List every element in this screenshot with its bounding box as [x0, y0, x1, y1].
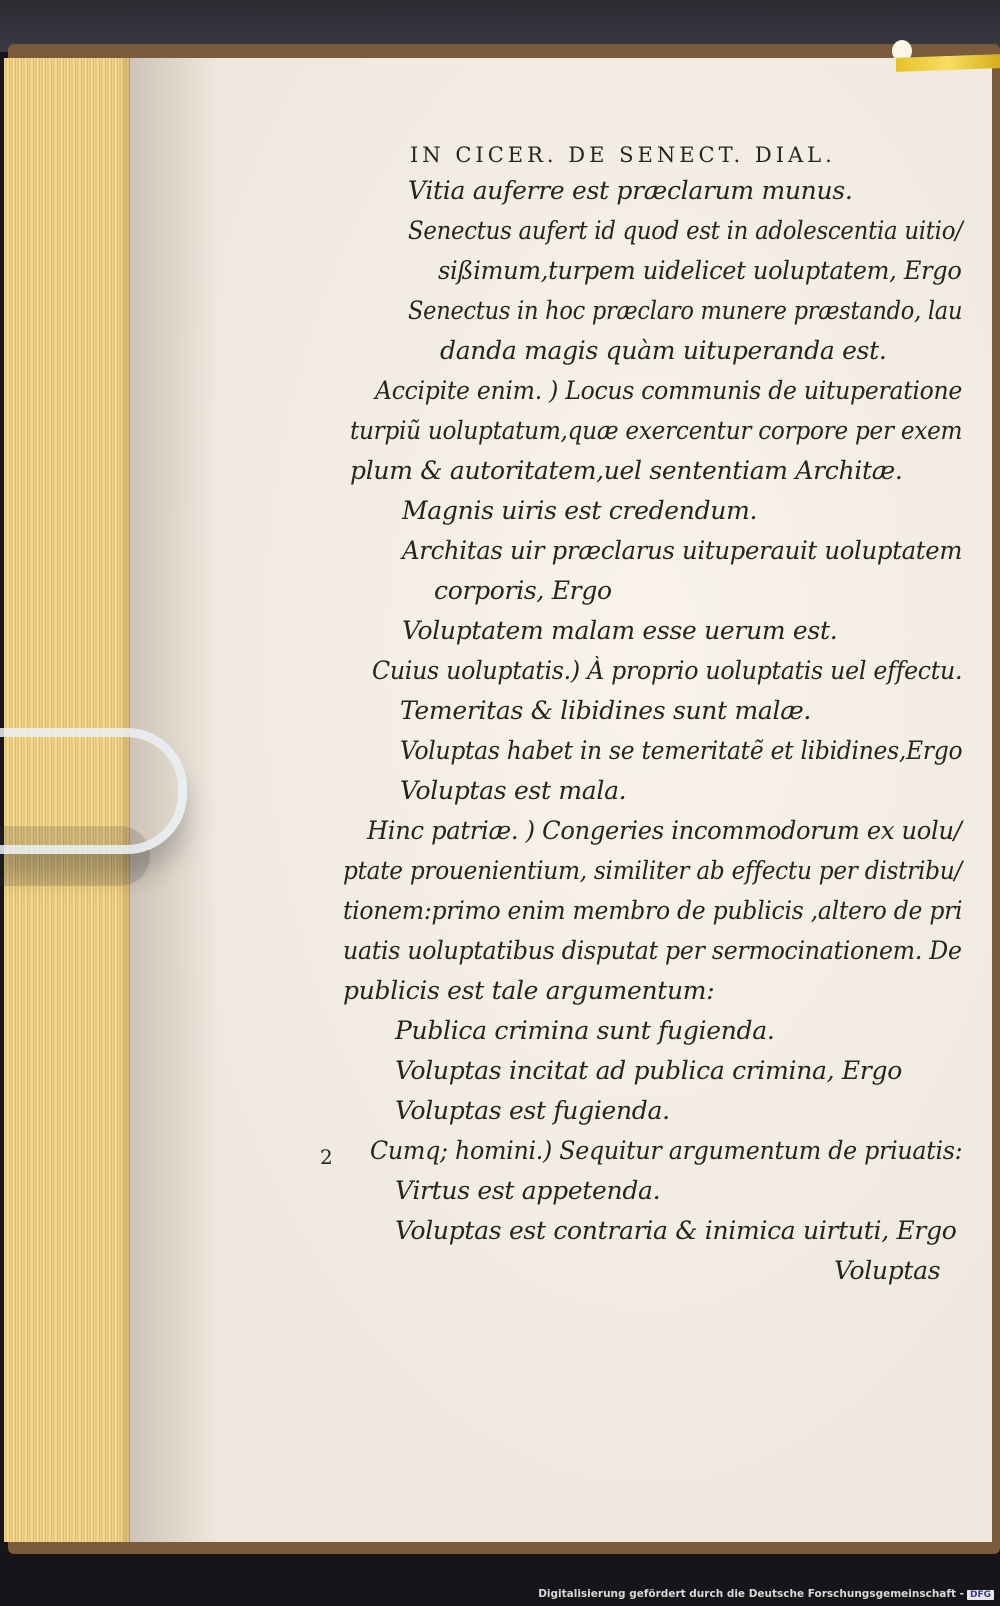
- text-line: publicis est tale argumentum:: [343, 976, 715, 1005]
- text-line: Virtus est appetenda.: [395, 1176, 661, 1205]
- text-line: Voluptas est fugienda.: [395, 1096, 670, 1125]
- dfg-logo: DFG: [967, 1590, 994, 1600]
- text-line: Voluptas est mala.: [400, 776, 627, 805]
- text-line: uatis uoluptatibus disputat per sermocinationem. De: [343, 936, 962, 965]
- margin-note: 2: [320, 1145, 333, 1169]
- text-line: Publica crimina sunt fugienda.: [395, 1016, 775, 1045]
- text-line: corporis, Ergo: [434, 576, 612, 605]
- text-line: Senectus in hoc præclaro munere præstando, lau: [408, 296, 963, 325]
- text-line: tionem:primo enim membro de publicis ,altero de pri: [343, 896, 963, 925]
- text-line: Cumq; homini.) Sequitur argumentum de priuatis:: [370, 1136, 963, 1165]
- text-line: plum & autoritatem,uel sententiam Architæ.: [350, 456, 903, 485]
- text-line: Magnis uiris est credendum.: [402, 496, 758, 525]
- text-line: Temeritas & libidines sunt malæ.: [400, 696, 812, 725]
- text-line: Cuius uoluptatis.) À proprio uoluptatis uel effectu.: [372, 656, 963, 685]
- text-line: Senectus aufert id quod est in adolescentia uitio/: [408, 216, 963, 245]
- running-head: IN CICER. DE SENECT. DIAL.: [410, 143, 836, 167]
- text-line: Architas uir præclarus uituperauit uoluptatem: [402, 536, 963, 565]
- catchword: Voluptas: [834, 1256, 941, 1285]
- text-line: Voluptas est contraria & inimica uirtuti, Ergo: [395, 1216, 957, 1245]
- text-line: ptate prouenientium, similiter ab effectu per distribu/: [343, 856, 962, 885]
- text-line: turpiũ uoluptatum,quæ exercentur corpore per exem: [350, 416, 963, 445]
- credit-text: Digitalisierung gefördert durch die Deutsche Forschungsgemeinschaft -: [538, 1588, 964, 1600]
- text-line: Hinc patriæ. ) Congeries incommodorum ex uolu/: [367, 816, 962, 845]
- text-line: Voluptatem malam esse uerum est.: [402, 616, 838, 645]
- text-line: sißimum,turpem uidelicet uoluptatem, Ergo: [438, 256, 962, 285]
- text-line: danda magis quàm uituperanda est.: [440, 336, 887, 365]
- text-line: Voluptas incitat ad publica crimina, Ergo: [395, 1056, 902, 1085]
- text-line: Vitia auferre est præclarum munus.: [408, 176, 853, 205]
- digitization-credit: [538, 1588, 994, 1600]
- text-line: Voluptas habet in se temeritatẽ et libidines,Ergo: [400, 736, 963, 765]
- text-line: Accipite enim. ) Locus communis de uituperatione: [375, 376, 963, 405]
